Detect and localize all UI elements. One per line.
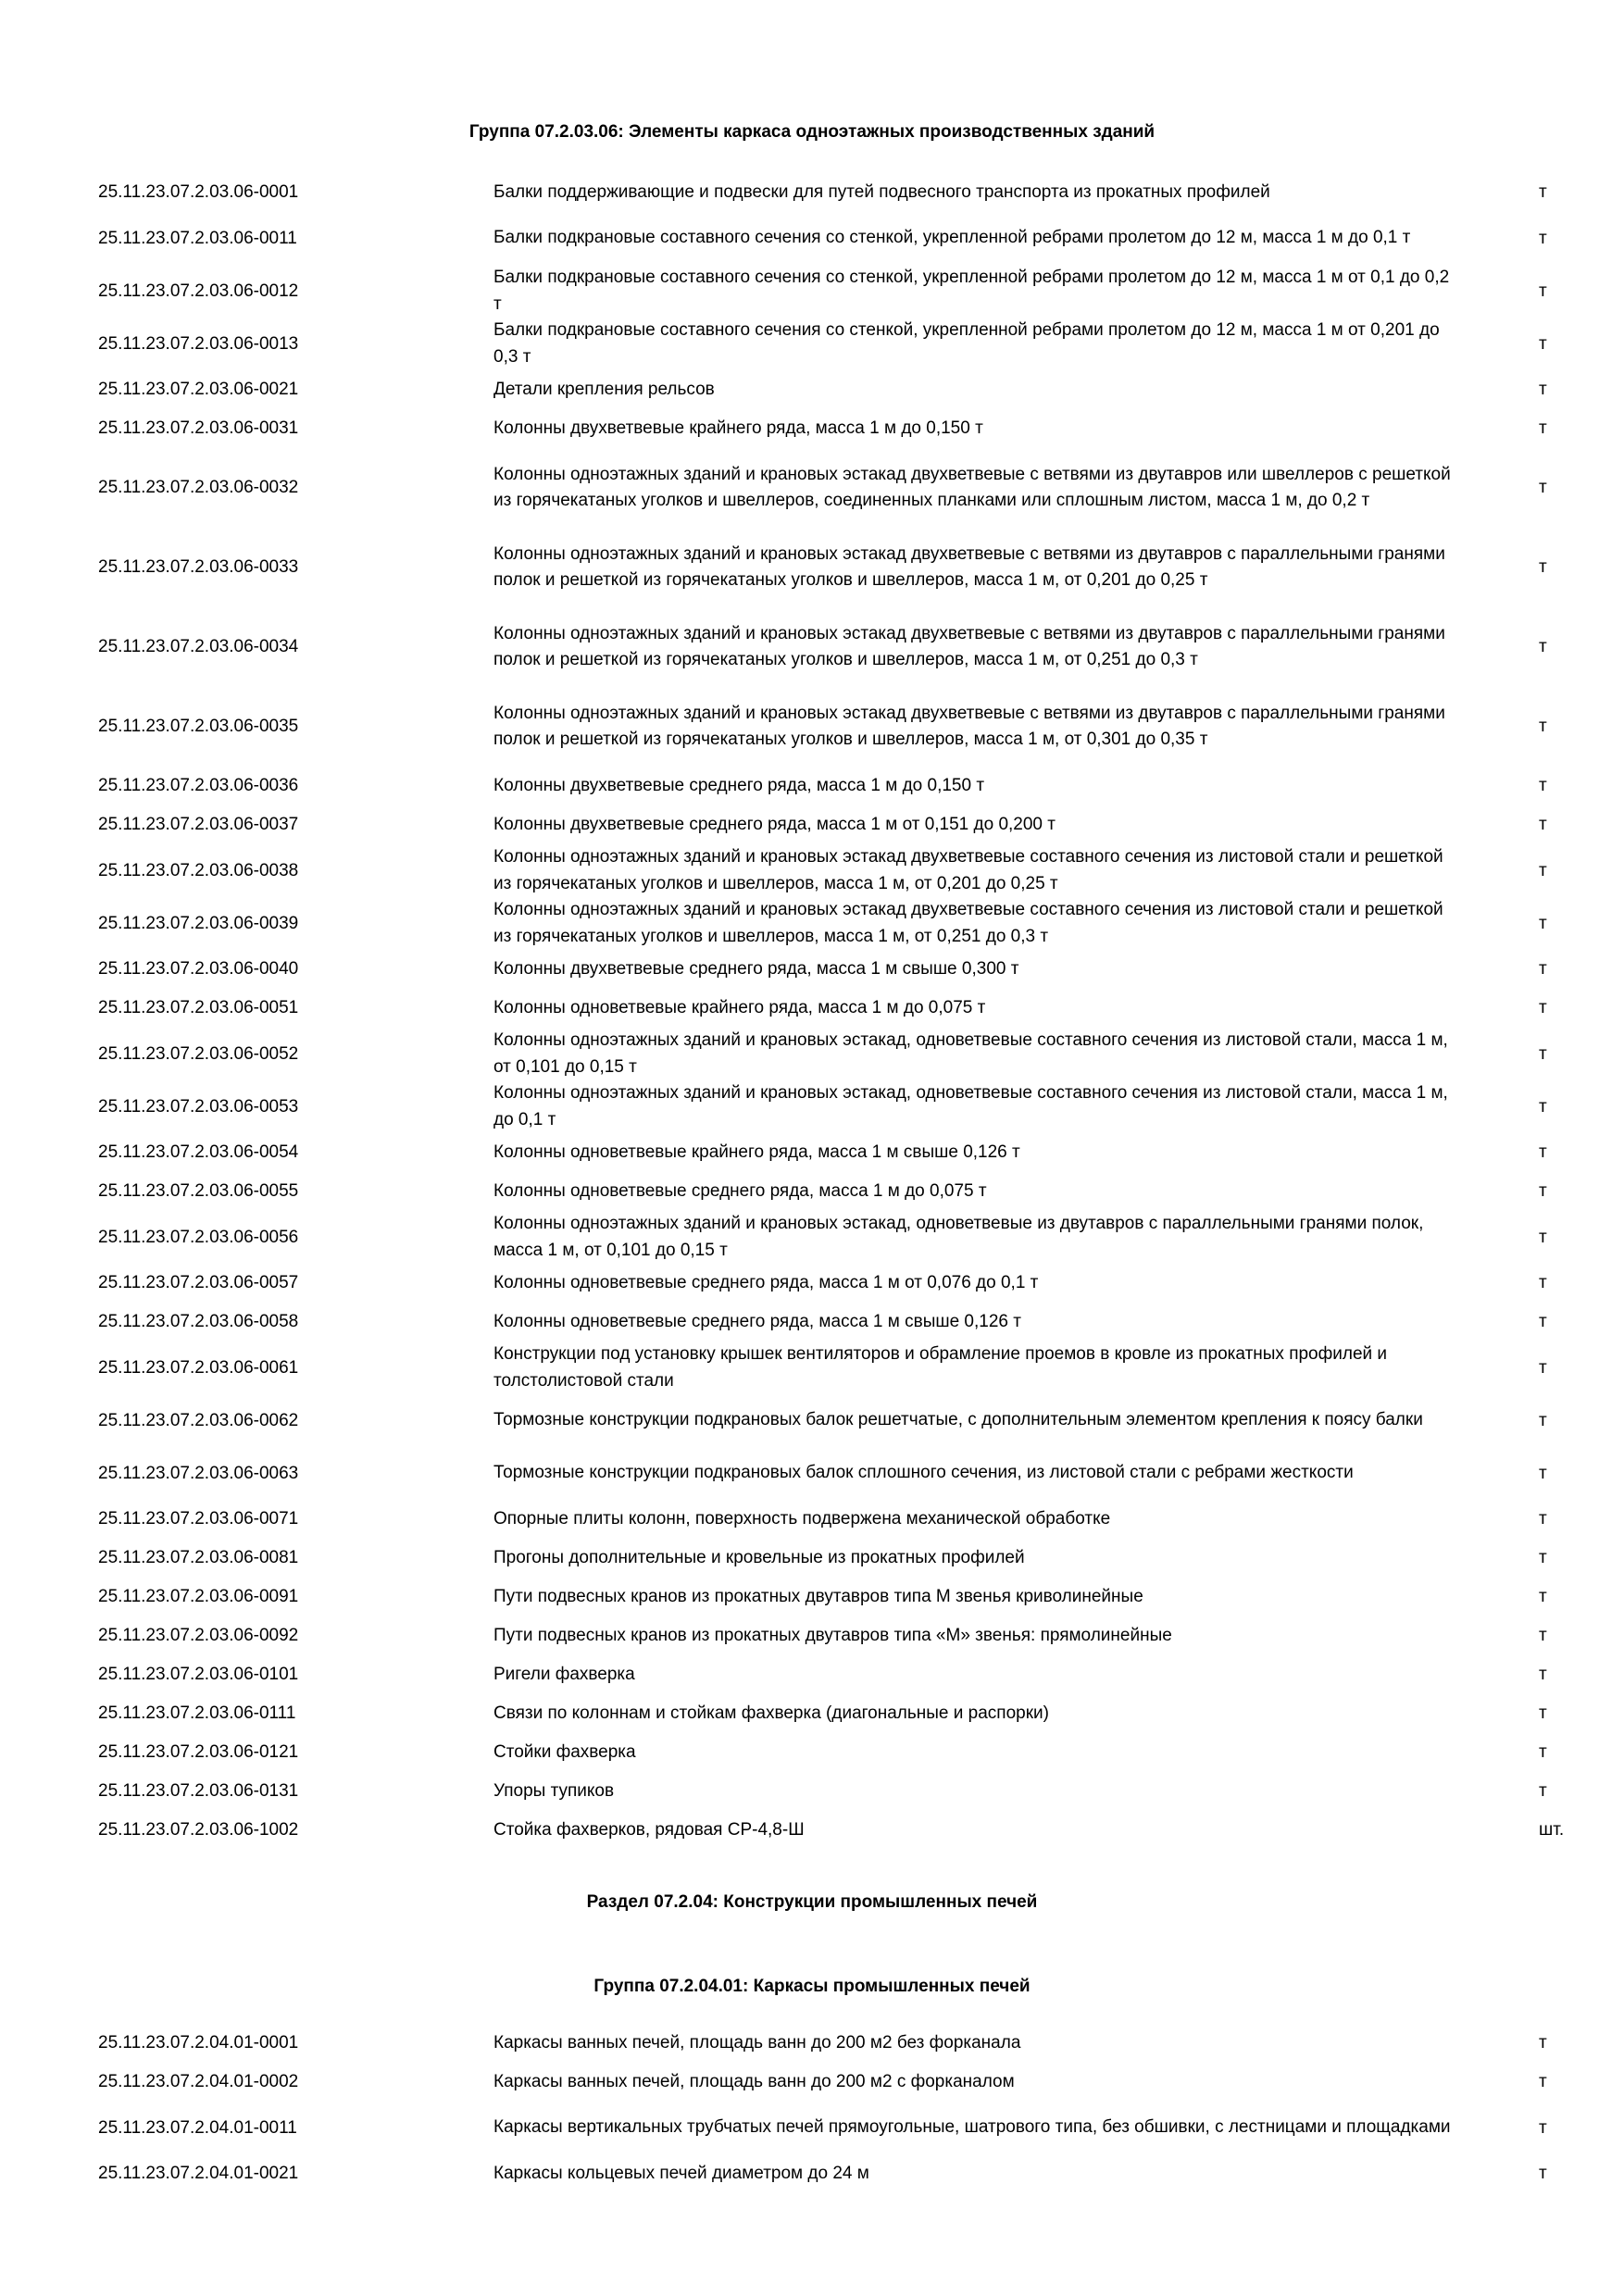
row-description: Тормозные конструкции подкрановых балок сплошного сечения, из листовой стали с ребрами жесткости bbox=[493, 1463, 1354, 1483]
row-description: Колонны одноэтажных зданий и крановых эстакад двухветвевые с ветвями из двутавров или швеллеров с решеткой из горячекатаных уголков и швеллеров, соединенных планками или сплошным листом, масса 1 м, до 0,2 т bbox=[493, 464, 1451, 510]
row-code: 25.11.23.07.2.03.06-0056 bbox=[98, 1227, 299, 1247]
row-code: 25.11.23.07.2.03.06-0035 bbox=[98, 716, 299, 736]
row-description: Каркасы ванных печей, площадь ванн до 200 м2 без форканала bbox=[493, 2032, 1021, 2053]
row-code: 25.11.23.07.2.03.06-0063 bbox=[98, 1463, 299, 1483]
table-row bbox=[0, 409, 1624, 448]
row-unit: т bbox=[1539, 281, 1547, 301]
row-code: 25.11.23.07.2.03.06-0001 bbox=[98, 181, 299, 202]
table-row bbox=[0, 265, 1624, 318]
table-row bbox=[0, 370, 1624, 409]
table-row bbox=[0, 1578, 1624, 1616]
row-unit: т bbox=[1539, 775, 1547, 795]
row-description: Прогоны дополнительные и кровельные из прокатных профилей bbox=[493, 1547, 1025, 1567]
table-row bbox=[0, 1772, 1624, 1811]
row-unit: т bbox=[1539, 477, 1547, 497]
row-code: 25.11.23.07.2.03.06-0111 bbox=[98, 1703, 296, 1723]
row-description: Колонны одноветвевые крайнего ряда, масса 1 м до 0,075 т bbox=[493, 997, 986, 1017]
row-unit: т bbox=[1539, 1096, 1547, 1117]
row-description: Упоры тупиков bbox=[493, 1780, 615, 1801]
table-row bbox=[0, 1616, 1624, 1655]
row-unit: т bbox=[1539, 1508, 1547, 1529]
row-description: Колонны одноэтажных зданий и крановых эстакад двухветвевые составного сечения из листовой стали и решеткой из горячекатаных уголков и швеллеров, масса 1 м, от 0,201 до 0,25 т bbox=[493, 847, 1443, 893]
row-unit: т bbox=[1539, 814, 1547, 834]
row-description: Колонны одноветвевые среднего ряда, масса 1 м свыше 0,126 т bbox=[493, 1311, 1021, 1331]
row-description: Колонны одноэтажных зданий и крановых эстакад двухветвевые с ветвями из двутавров с параллельными гранями полок и решеткой из горячекатаных уголков и швеллеров, масса 1 м, от 0,201 до 0,25 т bbox=[493, 543, 1445, 590]
row-description: Колонны одноэтажных зданий и крановых эстакад, одноветвевые составного сечения из листовой стали, масса 1 м, до 0,1 т bbox=[493, 1083, 1448, 1129]
row-unit: т bbox=[1539, 913, 1547, 933]
table-row bbox=[0, 528, 1624, 607]
group-heading-07-2-03-06: Группа 07.2.03.06: Элементы каркаса одноэтажных производственных зданий bbox=[468, 122, 1156, 142]
row-code: 25.11.23.07.2.03.06-0055 bbox=[98, 1180, 299, 1201]
row-code: 25.11.23.07.2.03.06-0053 bbox=[98, 1096, 299, 1117]
row-code: 25.11.23.07.2.03.06-0011 bbox=[98, 228, 297, 248]
row-unit: т bbox=[1539, 1272, 1547, 1292]
row-description: Детали крепления рельсов bbox=[493, 379, 715, 399]
table-row bbox=[0, 1080, 1624, 1133]
row-code: 25.11.23.07.2.03.06-0051 bbox=[98, 997, 299, 1017]
table-row bbox=[0, 1394, 1624, 1447]
row-code: 25.11.23.07.2.04.01-0011 bbox=[98, 2117, 297, 2138]
row-code: 25.11.23.07.2.03.06-0061 bbox=[98, 1357, 299, 1378]
table-row bbox=[0, 2154, 1624, 2193]
row-description: Колонны одноэтажных зданий и крановых эстакад, одноветвевые из двутавров с параллельными гранями полок, масса 1 м, от 0,101 до 0,15 т bbox=[493, 1214, 1424, 1260]
table-row bbox=[0, 950, 1624, 989]
row-description: Каркасы кольцевых печей диаметром до 24 м bbox=[493, 2163, 869, 2183]
row-code: 25.11.23.07.2.03.06-0038 bbox=[98, 860, 299, 880]
row-code: 25.11.23.07.2.04.01-0021 bbox=[98, 2163, 299, 2183]
row-description: Пути подвесных кранов из прокатных двутавров типа М звенья криволинейные bbox=[493, 1586, 1143, 1606]
row-description: Стойки фахверка bbox=[493, 1741, 636, 1762]
row-unit: т bbox=[1539, 1410, 1547, 1430]
row-unit: т bbox=[1539, 636, 1547, 656]
table-row bbox=[0, 212, 1624, 265]
row-description: Опорные плиты колонн, поверхность подвержена механической обработке bbox=[493, 1508, 1111, 1529]
row-code: 25.11.23.07.2.03.06-0032 bbox=[98, 477, 299, 497]
row-unit: т bbox=[1539, 2071, 1547, 2091]
row-unit: т bbox=[1539, 1180, 1547, 1201]
row-code: 25.11.23.07.2.03.06-0039 bbox=[98, 913, 299, 933]
table-row bbox=[0, 2102, 1624, 2154]
table-row bbox=[0, 1733, 1624, 1772]
row-unit: т bbox=[1539, 997, 1547, 1017]
row-unit: т bbox=[1539, 1780, 1547, 1801]
table-row bbox=[0, 173, 1624, 212]
row-description: Колонны одноэтажных зданий и крановых эстакад двухветвевые с ветвями из двутавров с параллельными гранями полок и решеткой из горячекатаных уголков и швеллеров, масса 1 м, от 0,251 до 0,3 т bbox=[493, 623, 1445, 669]
row-unit: т bbox=[1539, 1311, 1547, 1331]
table-row bbox=[0, 844, 1624, 897]
row-description: Колонны двухветвевые среднего ряда, масса 1 м от 0,151 до 0,200 т bbox=[493, 814, 1056, 834]
row-code: 25.11.23.07.2.03.06-0092 bbox=[98, 1625, 299, 1645]
row-unit: шт. bbox=[1539, 1819, 1565, 1840]
row-code: 25.11.23.07.2.03.06-0033 bbox=[98, 556, 299, 577]
row-code: 25.11.23.07.2.03.06-0040 bbox=[98, 958, 299, 979]
row-unit: т bbox=[1539, 418, 1547, 438]
row-unit: т bbox=[1539, 1043, 1547, 1064]
row-code: 25.11.23.07.2.03.06-0036 bbox=[98, 775, 299, 795]
row-description: Колонны одноветвевые среднего ряда, масса 1 м от 0,076 до 0,1 т bbox=[493, 1272, 1039, 1292]
table-row bbox=[0, 805, 1624, 844]
row-code: 25.11.23.07.2.04.01-0002 bbox=[98, 2071, 299, 2091]
row-unit: т bbox=[1539, 1463, 1547, 1483]
row-description: Балки поддерживающие и подвески для путей подвесного транспорта из прокатных профилей bbox=[493, 181, 1270, 202]
row-description: Балки подкрановые составного сечения со стенкой, укрепленной ребрами пролетом до 12 м, масса 1 м от 0,201 до 0,3 т bbox=[493, 320, 1440, 367]
row-unit: т bbox=[1539, 379, 1547, 399]
table-row bbox=[0, 1447, 1624, 1500]
row-code: 25.11.23.07.2.03.06-0071 bbox=[98, 1508, 299, 1529]
table-row bbox=[0, 1264, 1624, 1303]
table-row bbox=[0, 1655, 1624, 1694]
row-code: 25.11.23.07.2.03.06-0058 bbox=[98, 1311, 299, 1331]
table-row bbox=[0, 989, 1624, 1028]
row-code: 25.11.23.07.2.03.06-0057 bbox=[98, 1272, 299, 1292]
row-description: Пути подвесных кранов из прокатных двутавров типа «М» звенья: прямолинейные bbox=[493, 1625, 1172, 1645]
row-unit: т bbox=[1539, 1664, 1547, 1684]
row-description: Колонны одноэтажных зданий и крановых эстакад двухветвевые с ветвями из двутавров с параллельными гранями полок и решеткой из горячекатаных уголков и швеллеров, масса 1 м, от 0,301 до 0,35 т bbox=[493, 703, 1445, 749]
row-description: Колонны двухветвевые среднего ряда, масса 1 м свыше 0,300 т bbox=[493, 958, 1019, 979]
table-row bbox=[0, 2063, 1624, 2102]
row-description: Колонны двухветвевые среднего ряда, масса 1 м до 0,150 т bbox=[493, 775, 985, 795]
row-code: 25.11.23.07.2.03.06-0091 bbox=[98, 1586, 299, 1606]
row-unit: т bbox=[1539, 2032, 1547, 2053]
row-code: 25.11.23.07.2.03.06-0054 bbox=[98, 1142, 299, 1162]
row-code: 25.11.23.07.2.03.06-0013 bbox=[98, 333, 299, 354]
table-row bbox=[0, 1211, 1624, 1264]
row-code: 25.11.23.07.2.03.06-0021 bbox=[98, 379, 299, 399]
table-row bbox=[0, 1341, 1624, 1394]
row-code: 25.11.23.07.2.03.06-0037 bbox=[98, 814, 299, 834]
row-code: 25.11.23.07.2.03.06-0101 bbox=[98, 1664, 299, 1684]
row-unit: т bbox=[1539, 333, 1547, 354]
row-unit: т bbox=[1539, 181, 1547, 202]
row-description: Ригели фахверка bbox=[493, 1664, 635, 1684]
table-row bbox=[0, 897, 1624, 950]
row-unit: т bbox=[1539, 1741, 1547, 1762]
row-description: Конструкции под установку крышек вентиляторов и обрамление проемов в кровле из прокатных профилей и толстолистовой стали bbox=[493, 1344, 1388, 1391]
row-code: 25.11.23.07.2.03.06-0081 bbox=[98, 1547, 299, 1567]
table-row bbox=[0, 1303, 1624, 1341]
row-unit: т bbox=[1539, 1703, 1547, 1723]
table-row bbox=[0, 1028, 1624, 1080]
row-code: 25.11.23.07.2.03.06-0031 bbox=[98, 418, 299, 438]
row-unit: т bbox=[1539, 1142, 1547, 1162]
row-code: 25.11.23.07.2.03.06-0034 bbox=[98, 636, 299, 656]
row-description: Колонны одноэтажных зданий и крановых эстакад, одноветвевые составного сечения из листовой стали, масса 1 м, от 0,101 до 0,15 т bbox=[493, 1030, 1448, 1077]
row-code: 25.11.23.07.2.03.06-0131 bbox=[98, 1780, 299, 1801]
row-unit: т bbox=[1539, 1547, 1547, 1567]
row-code: 25.11.23.07.2.03.06-0062 bbox=[98, 1410, 299, 1430]
row-code: 25.11.23.07.2.03.06-0121 bbox=[98, 1741, 299, 1762]
table-row bbox=[0, 1539, 1624, 1578]
row-description: Каркасы вертикальных трубчатых печей прямоугольные, шатрового типа, без обшивки, с лестницами и площадками bbox=[493, 2117, 1451, 2138]
table-row bbox=[0, 1172, 1624, 1211]
group2-table bbox=[0, 2024, 1624, 2193]
table-row bbox=[0, 448, 1624, 528]
row-unit: т bbox=[1539, 716, 1547, 736]
row-description: Связи по колоннам и стойкам фахверка (диагональные и распорки) bbox=[493, 1703, 1049, 1723]
row-description: Колонны одноветвевые среднего ряда, масса 1 м до 0,075 т bbox=[493, 1180, 987, 1201]
group-heading-07-2-04-01: Группа 07.2.04.01: Каркасы промышленных печей bbox=[593, 1977, 1031, 1996]
row-unit: т bbox=[1539, 958, 1547, 979]
row-unit: т bbox=[1539, 228, 1547, 248]
row-code: 25.11.23.07.2.03.06-0012 bbox=[98, 281, 299, 301]
table-row bbox=[0, 1133, 1624, 1172]
row-description: Тормозные конструкции подкрановых балок решетчатые, с дополнительным элементом крепления к поясу балки bbox=[493, 1410, 1423, 1430]
row-unit: т bbox=[1539, 556, 1547, 577]
row-code: 25.11.23.07.2.03.06-0052 bbox=[98, 1043, 299, 1064]
row-description: Стойка фахверков, рядовая СР-4,8-Ш bbox=[493, 1819, 805, 1840]
row-unit: т bbox=[1539, 1357, 1547, 1378]
row-code: 25.11.23.07.2.04.01-0001 bbox=[98, 2032, 299, 2053]
row-code: 25.11.23.07.2.03.06-1002 bbox=[98, 1819, 299, 1840]
table-row bbox=[0, 2024, 1624, 2063]
row-description: Балки подкрановые составного сечения со стенкой, укрепленной ребрами пролетом до 12 м, масса 1 м до 0,1 т bbox=[493, 228, 1411, 248]
row-description: Каркасы ванных печей, площадь ванн до 200 м2 с форканалом bbox=[493, 2071, 1015, 2091]
row-description: Колонны одноэтажных зданий и крановых эстакад двухветвевые составного сечения из листовой стали и решеткой из горячекатаных уголков и швеллеров, масса 1 м, от 0,251 до 0,3 т bbox=[493, 900, 1443, 946]
row-description: Балки подкрановые составного сечения со стенкой, укрепленной ребрами пролетом до 12 м, масса 1 м от 0,1 до 0,2 т bbox=[493, 268, 1450, 314]
table-row bbox=[0, 687, 1624, 767]
table-row bbox=[0, 1500, 1624, 1539]
row-unit: т bbox=[1539, 2117, 1547, 2138]
row-unit: т bbox=[1539, 1227, 1547, 1247]
table-row bbox=[0, 607, 1624, 687]
row-unit: т bbox=[1539, 2163, 1547, 2183]
row-unit: т bbox=[1539, 1586, 1547, 1606]
group1-table bbox=[0, 173, 1624, 1850]
section-heading-07-2-04: Раздел 07.2.04: Конструкции промышленных печей bbox=[586, 1892, 1038, 1912]
table-row bbox=[0, 1811, 1624, 1850]
row-description: Колонны двухветвевые крайнего ряда, масса 1 м до 0,150 т bbox=[493, 418, 983, 438]
table-row bbox=[0, 767, 1624, 805]
row-unit: т bbox=[1539, 1625, 1547, 1645]
table-row bbox=[0, 1694, 1624, 1733]
row-unit: т bbox=[1539, 860, 1547, 880]
table-row bbox=[0, 318, 1624, 370]
row-description: Колонны одноветвевые крайнего ряда, масса 1 м свыше 0,126 т bbox=[493, 1142, 1020, 1162]
